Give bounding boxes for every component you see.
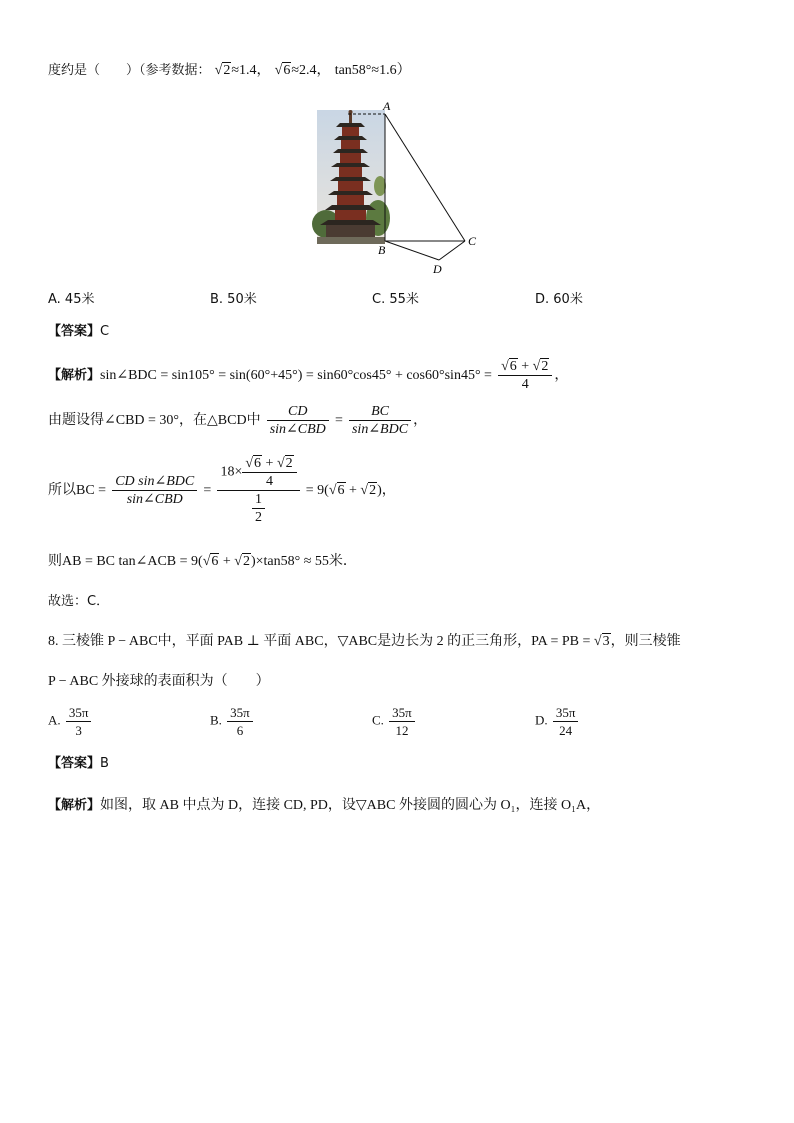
pagoda-figure xyxy=(312,96,502,281)
label-A: A xyxy=(383,99,391,113)
sqrt-2: √2 xyxy=(214,63,231,78)
q7-answer-line xyxy=(48,322,109,342)
step4-expr: 则AB = BC tan∠ACB = 9( xyxy=(48,554,203,569)
step2-pre: 由题设得∠CBD = 30°，在△BCD中 xyxy=(48,413,261,428)
pagoda-photo xyxy=(312,110,390,244)
compound-fraction: 18× $\frac{√6 + √2}{4}$ $\frac{1}{2}$ xyxy=(217,455,299,526)
fraction-CD-over-sinCBD: $\frac{CD}{\text{sin∠CBD}}$ xyxy=(267,403,329,438)
label-B: B xyxy=(378,243,386,257)
q8-analysis: 如图，取 AB 中点为 D，连接 CD, PD，设▽ABC 外接圆的圆心为 O₁，连接 O₁A， xyxy=(100,798,601,813)
q7-analysis-step2: 由题设得∠CBD = 30°，在△BCD中 $\frac{CD}{\text{sin∠CBD}}$ = $\frac{BC}{\text{sin∠BDC}}$ ， xyxy=(48,404,428,437)
segment-BD xyxy=(385,241,439,260)
q7-analysis-step4: 则AB = BC tan∠ACB = 9(√6 + √2)×tan58° ≈ 55米． xyxy=(48,554,357,569)
q7-answer: C xyxy=(100,324,110,339)
ref-value-3: tan58°≈1.6） xyxy=(334,63,411,78)
q8-stem-line2 xyxy=(48,672,270,692)
step1-expr: sin∠BDC = sin105° = sin(60°+45°) = sin60°cos45° + cos60°sin45° = xyxy=(100,368,492,383)
q7-option-a: A. 45米 xyxy=(48,292,95,307)
fraction-root6-plus-root2-over-4: $\frac{√6 + √2}{4}$ xyxy=(498,358,552,393)
segment-DC xyxy=(439,241,465,260)
q8-stem2: P − ABC 外接球的表面积为（ ） xyxy=(48,674,270,689)
q7-option-b: B. 50米 xyxy=(210,292,257,307)
q8-option-b: B. $\frac{35\pi}{6}$ xyxy=(210,704,255,739)
fraction-BC-over-sinBDC: $\frac{BC}{\text{sin∠BDC}}$ xyxy=(349,403,411,438)
ref-value-2: ≈2.4， xyxy=(291,63,331,78)
q7-stem: 度约是（ ）（参考数据： xyxy=(48,63,211,78)
q8-stem-line1: 8. 三棱锥 P − ABC中，平面 PAB ⊥ 平面 ABC，▽ABC是边长为 2 的正三角形，PA = PB = √3，则三棱锥 xyxy=(48,632,681,652)
q8-option-a: A. $\frac{35\pi}{3}$ xyxy=(48,704,93,739)
sqrt-6: √6 xyxy=(274,63,291,78)
ref-value-1: ≈1.4， xyxy=(231,63,271,78)
q8-stem1: 8. 三棱锥 P − ABC中，平面 PAB ⊥ 平面 ABC，▽ABC是边长为 2 的正三角形，PA = PB = xyxy=(48,634,594,649)
label-D: D xyxy=(433,262,442,276)
sqrt-3: √3 xyxy=(593,634,610,649)
q7-analysis-step3: 所以BC = $\frac{\text{CD sin∠BDC}}{\text{sin∠CBD}}$ = 18× $\frac{√6 + √2}{4}$ $\frac{1}{2}$ = 9(√6 + √2)， xyxy=(48,456,396,525)
step3-pre: 所以BC = xyxy=(48,483,107,498)
q7-option-d: D. 60米 xyxy=(535,292,583,307)
q8-analysis-line: 【解析】如图，取 AB 中点为 D，连接 CD, PD，设▽ABC 外接圆的圆心为 O₁，连接 O₁A， xyxy=(48,798,601,813)
q7-choice: 故选：C． xyxy=(48,594,110,609)
segment-AC xyxy=(385,114,465,241)
q8-option-c: C. $\frac{35\pi}{12}$ xyxy=(372,704,417,739)
q7-analysis-step1: 【解析】sin∠BDC = sin105° = sin(60°+45°) = sin60°cos45° + cos60°sin45° = $\frac{√6 + √2}{4}$ ， xyxy=(48,359,569,392)
q8-option-d: D. $\frac{35\pi}{24}$ xyxy=(535,704,580,739)
fraction-CDsinBDC-over-sinCBD: $\frac{\text{CD sin∠BDC}}{\text{sin∠CBD}}$ xyxy=(112,473,197,508)
q8-answer-line: 【答案】B xyxy=(48,756,109,771)
q8-answer: B xyxy=(100,756,109,771)
q7-option-c: C. 55米 xyxy=(372,292,419,307)
analysis-tag: 【解析】 xyxy=(48,368,101,383)
label-C: C xyxy=(468,234,477,248)
q7-stem-line xyxy=(48,61,411,81)
answer-tag: 【答案】 xyxy=(48,324,101,339)
